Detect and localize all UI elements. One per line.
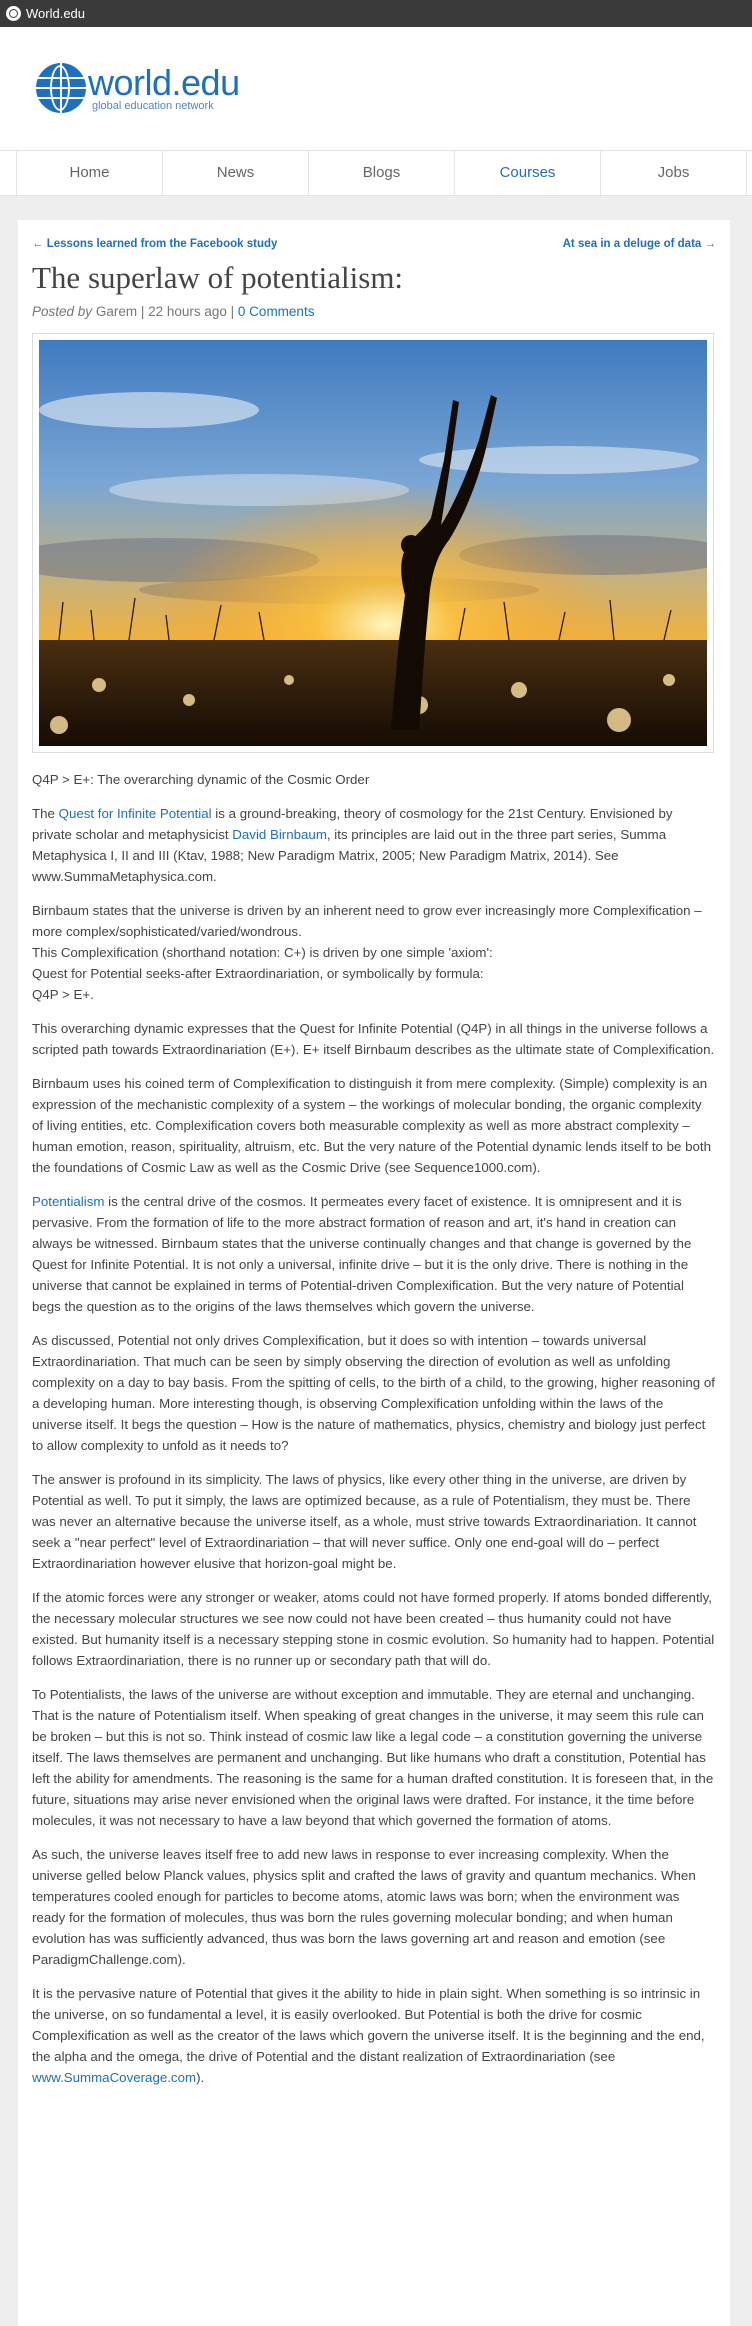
nav-news[interactable]: News [163, 151, 309, 195]
prev-post-link[interactable]: ← Lessons learned from the Facebook study [32, 238, 278, 250]
site-name: world.edu [88, 61, 240, 103]
article [18, 220, 730, 2326]
site-header [0, 27, 752, 150]
article-paragraph: If the atomic forces were any stronger or weaker, atoms could not have formed properly. If atoms bonded differently, the necessary molecular structures we see now could not have been created – thus humanity could not have existed. But humanity itself is a necessary stepping stone in cosmic evolution. So humanity had to happen. Potential follows Extraordinariation, there is no runner up or secondary path that will do. [32, 1590, 715, 1668]
nav-jobs[interactable]: Jobs [601, 151, 747, 195]
article-paragraph: The Quest for Infinite Potential is a ground-breaking, theory of cosmology for the 21st Century. Envisioned by private scholar and metaphysicist David Birnbaum, its principles are laid out in the three part series, Summa Metaphysica I, II and III (Ktav, 1988; New Paradigm Matrix, 2005; New Paradigm Matrix, 2014). See www.SummaMetaphysica.com. [32, 806, 673, 884]
article-paragraph: As such, the universe leaves itself free to add new laws in response to ever increasing complexity. When the universe gelled below Planck values, physics split and crafted the laws of gravity and quantum mechanics. When temperatures cooled enough for particles to become atoms, atomic laws was born; when the environment was ready for the formation of molecules, thus was born the rules governing molecular bonding; and when human evolution has was sufficiently advanced, thus was born the laws governing art and reason and emotion (see ParadigmChallenge.com). [32, 1847, 696, 1967]
nav-blogs[interactable]: Blogs [309, 151, 455, 195]
article-paragraph: The answer is profound in its simplicity. The laws of physics, like every other thing in the universe, are driven by Potential as well. To put it simply, the laws are optimized because, as a rule of Potentialism, they must be. There was never an alternative because the universe itself, as a whole, must strive towards Extraordinariation. It cannot seek a "near perfect" level of Extraordinariation – that will never suffice. Only one end-goal will do – perfect Extraordinariation however elusive that horizon-goal might be. [32, 1472, 697, 1571]
article-paragraph: This overarching dynamic expresses that the Quest for Infinite Potential (Q4P) in all things in the universe follows a scripted path towards Extraordinariation (E+). E+ itself Birnbaum describes as the ultimate state of Complexification. [32, 1021, 715, 1057]
article-paragraph: Birnbaum states that the universe is driven by an inherent need to grow ever increasingly more Complexification – more complex/sophisticated/varied/wondrous. This Complexification (shorthand notation: C+) is driven by one simple 'axiom': Quest for Potential seeks-after Extraordinariation, or symbolically by formula: Q4P > E+. [32, 903, 702, 1002]
article-paragraph: Potentialism is the central drive of the cosmos. It permeates every facet of existence. It is omnipresent and it is pervasive. From the formation of life to the more abstract formation of reason and art, it's hand in creation can always be witnessed. Birnbaum states that the universe continually changes and that change is governed by the Quest for Infinite Potential. It is not only a universal, infinite drive – but it is the only drive. There is nothing in the universe that cannot be explained in terms of Potential-driven Complexification. But the very nature of Potential begs the question as to the origins of the laws themselves which govern the universe. [32, 1194, 692, 1314]
author-link[interactable]: David Birnbaum [232, 827, 327, 842]
author-name: Garem [95, 304, 138, 319]
article-paragraph: It is the pervasive nature of Potential that gives it the ability to hide in plain sight. When something is so intrinsic in the universe, on so fundamental a level, it is easily overlooked. But Potential is both the drive for cosmic Complexification as well as the creator of the laws which govern the universe itself. It is the beginning and the end, the alpha and the omega, the drive of Potential and the distant realization of Extraordinariation (see www.SummaCoverage.com). [32, 1986, 705, 2085]
featured-image [39, 340, 707, 746]
browser-titlebar [0, 0, 752, 27]
article-paragraph: As discussed, Potential not only drives Complexification, but it does so with intention – towards universal Extraordinariation. That much can be seen by simply observing the direction of evolution as well as unfolding complexity on a day to bay basis. From the spitting of cells, to the birth of a child, to the growing, higher reasoning of a developing human. More interesting though, is observing Complexification unfolding within the laws of the universe itself. It begs the question – How is the nature of mathematics, physics, chemistry and biology just perfect to allow complexity to unfold as it needs to? [32, 1333, 715, 1453]
nav-home[interactable]: Home [17, 151, 163, 195]
main-nav [0, 150, 752, 196]
next-post-link[interactable]: At sea in a deluge of data → [562, 238, 716, 250]
browser-title: World.edu [26, 6, 86, 21]
site-logo[interactable] [36, 63, 240, 113]
summacoverage-link[interactable]: www.SummaCoverage.com [32, 2070, 197, 2085]
post-time: 22 hours ago [148, 304, 227, 319]
posted-by-label: Posted by [32, 304, 93, 319]
post-meta: Posted by Garem | 22 hours ago | 0 Comments [32, 304, 315, 319]
article-paragraph: To Potentialists, the laws of the universe are without exception and immutable. They are eternal and unchanging. That is the nature of Potentialism itself. When speaking of great changes in the universe, it may seem this rule can be broken – but this is not so. Think instead of cosmic law like a legal code – a constitution governing the universe itself. The laws themselves are permanent and unchanging. But like humans who draft a constitution, Potential has left the ability for amendments. The reasoning is the same for a human drafted constitution. It is foreseen that, in the future, situations may arise never envisioned when the original laws were drafted. For instance, it the time before molecules, it was not necessary to have a law beyond that which governed the formation of atoms. [32, 1687, 714, 1828]
comments-link[interactable]: 0 Comments [237, 304, 315, 319]
article-paragraph: Birnbaum uses his coined term of Complexification to distinguish it from mere complexity. (Simple) complexity is an expression of the mechanistic complexity of a system – the workings of molecular bonding, the organic complexity of living entities, etc. Complexification covers both measurable complexity as well as more abstract complexity – human emotion, reason, spirituality, altruism, etc. But the very nature of the Potential dynamic lends itself to be both the foundations of Cosmic Law as well as the Cosmic Drive (see Sequence1000.com). [32, 1076, 711, 1175]
article-title: The superlaw of potentialism: [32, 260, 404, 295]
nav-courses[interactable]: Courses [455, 151, 601, 195]
site-tagline: global education network [92, 99, 214, 112]
quest-link[interactable]: Quest for Infinite Potential [58, 806, 212, 821]
article-body [32, 769, 716, 2088]
featured-image-frame [32, 333, 714, 753]
potentialism-link[interactable]: Potentialism [32, 1194, 105, 1209]
globe-logo-icon [36, 63, 86, 113]
globe-icon [6, 6, 21, 21]
article-paragraph: Q4P > E+: The overarching dynamic of the Cosmic Order [32, 772, 370, 787]
post-navigation [32, 238, 716, 250]
